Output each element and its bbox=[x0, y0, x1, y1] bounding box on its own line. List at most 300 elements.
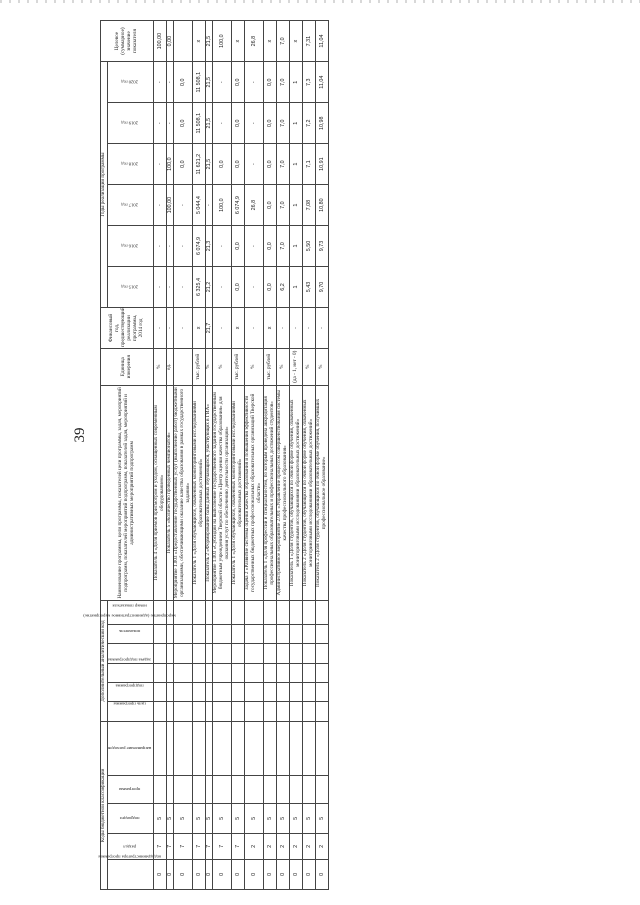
finance-cell: - bbox=[174, 307, 193, 348]
extra-code-cell bbox=[193, 702, 206, 721]
section-cell: 7 bbox=[232, 833, 245, 859]
extra-code-cell bbox=[205, 663, 212, 682]
extra-code-cell bbox=[302, 683, 315, 702]
extra-code-cell bbox=[263, 601, 276, 625]
finance-cell: - bbox=[166, 307, 173, 348]
year-value-cell: - bbox=[153, 185, 166, 226]
rotated-page bbox=[83, 20, 620, 890]
direction-cell bbox=[166, 721, 173, 775]
direction-cell bbox=[193, 721, 206, 775]
year-value-cell: 9,73 bbox=[315, 226, 328, 267]
indicator-name-cell: Показатель 1 «Доля обучающихся, охваченных мониторинговыми исследованиями образовательных достижений» bbox=[193, 385, 206, 601]
program-cell bbox=[153, 775, 166, 803]
year-value-cell: 9,70 bbox=[315, 267, 328, 308]
year-value-cell: 6 074,9 bbox=[232, 185, 245, 226]
extra-code-cell bbox=[245, 644, 264, 663]
target-value-cell: 100,00 bbox=[153, 21, 166, 62]
year-value-cell: 5 044,4 bbox=[193, 185, 206, 226]
year-value-cell: 0,0 bbox=[232, 62, 245, 103]
direction-cell bbox=[289, 721, 302, 775]
direction-cell bbox=[174, 721, 193, 775]
admin-code-cell: 0 bbox=[213, 859, 232, 889]
program-cell bbox=[166, 775, 173, 803]
extra-code-cell bbox=[213, 624, 232, 643]
year-value-cell: 0,0 bbox=[263, 226, 276, 267]
section-cell: 7 bbox=[166, 833, 173, 859]
extra-code-cell bbox=[315, 702, 328, 721]
rotated-table-container bbox=[83, 20, 620, 890]
year-value-cell: 6,2 bbox=[276, 267, 289, 308]
target-value-cell: 11,04 bbox=[315, 21, 328, 62]
extra-code-cell bbox=[315, 601, 328, 625]
year-value-cell: 0,0 bbox=[232, 267, 245, 308]
table-row bbox=[193, 21, 206, 890]
target-value-cell: x bbox=[289, 21, 302, 62]
extra-code-cell bbox=[205, 601, 212, 625]
year-value-cell: 7,0 bbox=[276, 144, 289, 185]
extra-code-cell bbox=[232, 663, 245, 682]
extra-code-cell bbox=[232, 644, 245, 663]
extra-code-cell bbox=[245, 702, 264, 721]
direction-cell bbox=[315, 721, 328, 775]
extra-code-cell bbox=[213, 601, 232, 625]
year-value-cell: - bbox=[245, 103, 264, 144]
table-body bbox=[153, 21, 328, 890]
admin-code-cell: 0 bbox=[263, 859, 276, 889]
indicator-name-cell: Показатель 1 «Доля обучающихся, охваченных мониторинговыми исследованиями образовательных достижений» bbox=[232, 385, 245, 601]
extra-code-cell bbox=[213, 683, 232, 702]
year-value-cell: 1 bbox=[289, 185, 302, 226]
indicator-name-cell: Показатель 1 «Доля студентов, обучающихся по очной форме обучения, охваченных мониторинговыми исследованиями образовательных достижений» bbox=[289, 385, 302, 601]
extra-code-cell bbox=[263, 683, 276, 702]
finance-cell: - bbox=[302, 307, 315, 348]
admin-code-cell: 0 bbox=[276, 859, 289, 889]
program-cell bbox=[245, 775, 264, 803]
table-row bbox=[245, 21, 264, 890]
extra-code-cell bbox=[289, 601, 302, 625]
admin-code-cell: 0 bbox=[205, 859, 212, 889]
subsection-cell: 5 bbox=[166, 803, 173, 833]
year-value-cell: 6 074,9 bbox=[193, 226, 206, 267]
target-column-header: Целевое (суммарное) значение показателя bbox=[101, 21, 154, 62]
direction-cell bbox=[245, 721, 264, 775]
extra-code-cell bbox=[263, 702, 276, 721]
year-value-cell: - bbox=[245, 267, 264, 308]
extra-code-cell bbox=[245, 624, 264, 643]
extra-code-cell bbox=[245, 601, 264, 625]
target-value-cell: 21,5 bbox=[205, 21, 212, 62]
extra-code-cell bbox=[205, 624, 212, 643]
year-value-cell: 5,43 bbox=[302, 267, 315, 308]
subsection-cell: 5 bbox=[245, 803, 264, 833]
year-value-cell: 21,5 bbox=[205, 62, 212, 103]
extra-code-cell bbox=[302, 624, 315, 643]
year-value-cell: 7,0 bbox=[276, 185, 289, 226]
indicator-num-header: номер показателя bbox=[107, 601, 153, 625]
extra-code-cell bbox=[302, 644, 315, 663]
year-value-cell: - bbox=[153, 103, 166, 144]
direction-cell bbox=[276, 721, 289, 775]
year-value-cell: - bbox=[213, 226, 232, 267]
extra-code-cell bbox=[153, 624, 166, 643]
program-cell bbox=[315, 775, 328, 803]
extra-code-cell bbox=[302, 601, 315, 625]
year-value-cell: - bbox=[153, 62, 166, 103]
year-value-cell: 5,50 bbox=[302, 226, 315, 267]
year-value-cell: 100,00 bbox=[166, 185, 173, 226]
extra-code-cell bbox=[213, 663, 232, 682]
year-value-cell: - bbox=[153, 144, 166, 185]
extra-code-cell bbox=[263, 624, 276, 643]
unit-cell: % bbox=[205, 348, 212, 385]
program-cell bbox=[174, 775, 193, 803]
direction-cell bbox=[205, 721, 212, 775]
year-2019-header: 2019 год bbox=[107, 103, 153, 144]
year-value-cell: 7,0 bbox=[276, 62, 289, 103]
subsection-cell: 5 bbox=[213, 803, 232, 833]
extra-code-cell bbox=[193, 683, 206, 702]
target-value-cell: x bbox=[232, 21, 245, 62]
extra-code-cell bbox=[245, 663, 264, 682]
section-cell: 2 bbox=[315, 833, 328, 859]
year-value-cell: 11 508,1 bbox=[193, 62, 206, 103]
extra-code-cell bbox=[232, 683, 245, 702]
year-value-cell: - bbox=[245, 144, 264, 185]
unit-cell bbox=[174, 348, 193, 385]
admin-code-cell: 0 bbox=[174, 859, 193, 889]
finance-cell: - bbox=[315, 307, 328, 348]
program-cell bbox=[302, 775, 315, 803]
indicator-name-cell: Задача 2 «Развитие системы оценки качества образования и повышения эффективности государственных бюджетных профессиональных образовательных организаций Тверской области» bbox=[245, 385, 264, 601]
extra-code-cell bbox=[193, 601, 206, 625]
subsection-cell: 5 bbox=[263, 803, 276, 833]
program-cell bbox=[213, 775, 232, 803]
year-value-cell: - bbox=[174, 185, 193, 226]
section-cell: 7 bbox=[174, 833, 193, 859]
year-value-cell: 10,91 bbox=[315, 144, 328, 185]
direction-cell bbox=[263, 721, 276, 775]
year-value-cell: 0,0 bbox=[213, 144, 232, 185]
program-cell bbox=[289, 775, 302, 803]
extra-code-cell bbox=[193, 663, 206, 682]
direction-cell bbox=[302, 721, 315, 775]
year-value-cell: - bbox=[245, 62, 264, 103]
year-value-cell: 11,04 bbox=[315, 62, 328, 103]
subsection-cell: 5 bbox=[174, 803, 193, 833]
goal-header: цель программы bbox=[107, 702, 153, 721]
subsection-cell: 5 bbox=[289, 803, 302, 833]
finance-cell: x bbox=[193, 307, 206, 348]
extra-code-cell bbox=[205, 644, 212, 663]
extra-group-header: Дополнительный аналитический код bbox=[101, 601, 108, 722]
year-2016-header: 2016 год bbox=[107, 226, 153, 267]
admin-code-cell: 0 bbox=[166, 859, 173, 889]
unit-cell: тыс. рублей bbox=[232, 348, 245, 385]
year-value-cell: - bbox=[213, 62, 232, 103]
admin-code-cell: 0 bbox=[193, 859, 206, 889]
year-value-cell: 7,1 bbox=[302, 144, 315, 185]
year-value-cell: 0,0 bbox=[263, 144, 276, 185]
program-cell bbox=[263, 775, 276, 803]
year-value-cell: 0,0 bbox=[174, 103, 193, 144]
section-cell: 2 bbox=[289, 833, 302, 859]
extra-code-cell bbox=[263, 663, 276, 682]
table-row bbox=[263, 21, 276, 890]
admin-code-cell: 0 bbox=[153, 859, 166, 889]
years-group-header: Годы реализации программы bbox=[101, 62, 108, 308]
extra-code-cell bbox=[213, 644, 232, 663]
table-row bbox=[213, 21, 232, 890]
extra-code-cell bbox=[276, 624, 289, 643]
table-row bbox=[302, 21, 315, 890]
target-value-cell: 7,0 bbox=[276, 21, 289, 62]
table-row bbox=[289, 21, 302, 890]
unit-cell: % bbox=[276, 348, 289, 385]
year-value-cell: 6 325,4 bbox=[193, 267, 206, 308]
year-value-cell: 26,8 bbox=[245, 185, 264, 226]
table-row bbox=[315, 21, 328, 890]
year-value-cell: 100,0 bbox=[213, 185, 232, 226]
extra-code-cell bbox=[315, 683, 328, 702]
section-cell: 2 bbox=[245, 833, 264, 859]
extra-code-cell bbox=[302, 663, 315, 682]
extra-code-cell bbox=[166, 683, 173, 702]
direction-header: направление расходов bbox=[107, 721, 153, 775]
year-value-cell: 21,5 bbox=[205, 144, 212, 185]
section-cell: 2 bbox=[276, 833, 289, 859]
year-value-cell: 0,0 bbox=[232, 144, 245, 185]
subsection-cell: 5 bbox=[232, 803, 245, 833]
extra-code-cell bbox=[289, 702, 302, 721]
target-value-cell bbox=[174, 21, 193, 62]
subsection-header: подраздел bbox=[107, 803, 153, 833]
scan-edge-marks bbox=[0, 0, 640, 3]
section-cell: 7 bbox=[205, 833, 212, 859]
extra-code-cell bbox=[193, 624, 206, 643]
extra-code-cell bbox=[153, 663, 166, 682]
unit-column-header: Единица измерения bbox=[101, 348, 154, 385]
extra-code-cell bbox=[302, 702, 315, 721]
unit-cell: % bbox=[213, 348, 232, 385]
unit-cell: ед. bbox=[166, 348, 173, 385]
indicator-name-cell: Показатель 2 «Доля студентов, обучающихся по очной форме обучения, охваченных мониторинговыми исследованиями образовательных достижений» bbox=[302, 385, 315, 601]
extra-code-cell bbox=[276, 683, 289, 702]
page-number: 39 bbox=[72, 427, 88, 443]
year-value-cell: 21,5 bbox=[205, 103, 212, 144]
extra-code-cell bbox=[276, 702, 289, 721]
year-value-cell: - bbox=[166, 62, 173, 103]
year-value-cell: 0,0 bbox=[263, 185, 276, 226]
year-value-cell: - bbox=[174, 267, 193, 308]
year-value-cell: 0,0 bbox=[263, 267, 276, 308]
extra-code-cell bbox=[289, 663, 302, 682]
section-cell: 7 bbox=[213, 833, 232, 859]
finance-cell: - bbox=[289, 307, 302, 348]
indicator-name-cell: Показатель 5 «Количество проведенных чемпионатов» bbox=[166, 385, 173, 601]
year-value-cell: 7,3 bbox=[302, 62, 315, 103]
extra-code-cell bbox=[153, 644, 166, 663]
year-value-cell: 7,0 bbox=[276, 226, 289, 267]
table-row bbox=[153, 21, 166, 890]
extra-code-cell bbox=[153, 683, 166, 702]
admin-code-header: код администратора программы bbox=[107, 859, 153, 889]
program-cell bbox=[193, 775, 206, 803]
year-value-cell: 7,08 bbox=[302, 185, 315, 226]
year-value-cell: - bbox=[213, 267, 232, 308]
extra-code-cell bbox=[166, 624, 173, 643]
year-2018-header: 2018 год bbox=[107, 144, 153, 185]
subsection-cell: 5 bbox=[302, 803, 315, 833]
extra-code-cell bbox=[315, 663, 328, 682]
subsection-cell: 5 bbox=[153, 803, 166, 833]
year-value-cell: - bbox=[205, 185, 212, 226]
target-value-cell: 7,31 bbox=[302, 21, 315, 62]
year-value-cell: 100,0 bbox=[166, 144, 173, 185]
year-2017-header: 2017 год bbox=[107, 185, 153, 226]
year-2015-header: 2015 год bbox=[107, 267, 153, 308]
section-header: раздел bbox=[107, 833, 153, 859]
extra-code-cell bbox=[174, 702, 193, 721]
indicator-name-cell: Мероприятие 1.003 «Субсидии на выполнение государственного задания государственным бюджетным учреждением Тверской области «Центр оценки качества образования» для оказания услуг по обеспечению деятельности организации» bbox=[213, 385, 232, 601]
finance-cell: x bbox=[263, 307, 276, 348]
finance-cell: x bbox=[232, 307, 245, 348]
extra-code-cell bbox=[315, 644, 328, 663]
admin-code-cell: 0 bbox=[245, 859, 264, 889]
finance-cell: - bbox=[276, 307, 289, 348]
admin-code-cell: 0 bbox=[302, 859, 315, 889]
program-cell bbox=[205, 775, 212, 803]
admin-code-cell: 0 bbox=[315, 859, 328, 889]
subprogram-header: подпрограмма bbox=[107, 683, 153, 702]
extra-code-cell bbox=[166, 702, 173, 721]
admin-code-cell: 0 bbox=[289, 859, 302, 889]
unit-cell: (да - 1, нет - 0) bbox=[289, 348, 302, 385]
year-value-cell: 0,0 bbox=[232, 226, 245, 267]
target-value-cell: 0,00 bbox=[166, 21, 173, 62]
year-value-cell: 0,0 bbox=[263, 103, 276, 144]
unit-cell: тыс. рублей bbox=[193, 348, 206, 385]
year-value-cell: 1 bbox=[289, 226, 302, 267]
subsection-cell: 5 bbox=[205, 803, 212, 833]
unit-cell: тыс. рублей bbox=[263, 348, 276, 385]
admin-code-cell: 0 bbox=[232, 859, 245, 889]
extra-code-cell bbox=[263, 644, 276, 663]
finance-cell: - bbox=[153, 307, 166, 348]
extra-code-cell bbox=[153, 702, 166, 721]
year-value-cell: - bbox=[166, 103, 173, 144]
extra-code-cell bbox=[276, 644, 289, 663]
header-group-row bbox=[101, 21, 108, 890]
direction-cell bbox=[232, 721, 245, 775]
section-cell: 7 bbox=[193, 833, 206, 859]
extra-code-cell bbox=[276, 663, 289, 682]
task-header: задача подпрограммы bbox=[107, 663, 153, 682]
finance-cell: - bbox=[245, 307, 264, 348]
year-value-cell: 10,98 bbox=[315, 103, 328, 144]
direction-cell bbox=[213, 721, 232, 775]
program-cell bbox=[276, 775, 289, 803]
subsection-cell: 5 bbox=[276, 803, 289, 833]
year-value-cell: 0,0 bbox=[263, 62, 276, 103]
year-value-cell: 1 bbox=[289, 103, 302, 144]
year-value-cell: - bbox=[153, 226, 166, 267]
extra-code-cell bbox=[289, 624, 302, 643]
extra-code-cell bbox=[193, 644, 206, 663]
extra-code-cell bbox=[205, 702, 212, 721]
year-value-cell: - bbox=[213, 103, 232, 144]
year-2020-header: 2020 год bbox=[107, 62, 153, 103]
finance-cell: - bbox=[213, 307, 232, 348]
extra-code-cell bbox=[166, 663, 173, 682]
indicator-header: показатель bbox=[107, 624, 153, 643]
extra-code-cell bbox=[174, 683, 193, 702]
unit-cell: % bbox=[315, 348, 328, 385]
section-cell: 2 bbox=[302, 833, 315, 859]
indicator-name-cell: Показатель 2 «Формирование базы данных обучающихся, участвующих в ГИА» bbox=[205, 385, 212, 601]
codes-group-header: Коды бюджетной классификации bbox=[101, 721, 108, 889]
year-value-cell: 21,2 bbox=[205, 267, 212, 308]
target-value-cell: x bbox=[263, 21, 276, 62]
target-value-cell: 100,0 bbox=[213, 21, 232, 62]
year-value-cell: 21,3 bbox=[205, 226, 212, 267]
extra-code-cell bbox=[232, 702, 245, 721]
name-column-header: Наименование программы, цели программы, показателей цели программы, задач, мероприятий подпрограмм, показателей мероприятий подпрограмм, показателей задач, мероприятий и административных мероприятий подпрограмм bbox=[101, 385, 154, 601]
program-header: программа bbox=[107, 775, 153, 803]
indicator-name-cell: Административное мероприятие 2.001 «Управление процессом совершенствования системы качества профессионального образования» bbox=[276, 385, 289, 601]
section-cell: 7 bbox=[153, 833, 166, 859]
finance-column-header: Финансовый год, предшествующий реализации программы, 2014 год bbox=[101, 307, 154, 348]
year-value-cell: 10,80 bbox=[315, 185, 328, 226]
year-value-cell: 7,0 bbox=[276, 103, 289, 144]
year-value-cell: 0,0 bbox=[174, 62, 193, 103]
extra-code-cell bbox=[315, 624, 328, 643]
year-value-cell: - bbox=[166, 267, 173, 308]
extra-code-cell bbox=[232, 624, 245, 643]
year-value-cell: 1 bbox=[289, 144, 302, 185]
year-value-cell: - bbox=[166, 226, 173, 267]
extra-code-cell bbox=[174, 601, 193, 625]
unit-cell: % bbox=[153, 348, 166, 385]
extra-code-cell bbox=[245, 683, 264, 702]
extra-code-cell bbox=[289, 644, 302, 663]
year-value-cell: 1 bbox=[289, 267, 302, 308]
extra-code-cell bbox=[174, 663, 193, 682]
extra-code-cell bbox=[174, 644, 193, 663]
year-value-cell: 0,0 bbox=[232, 103, 245, 144]
target-value-cell: x bbox=[193, 21, 206, 62]
year-value-cell: 0,0 bbox=[174, 144, 193, 185]
program-cell bbox=[232, 775, 245, 803]
extra-code-cell bbox=[174, 624, 193, 643]
year-value-cell: - bbox=[153, 267, 166, 308]
program-indicators-table bbox=[83, 20, 329, 890]
year-value-cell: 11 621,2 bbox=[193, 144, 206, 185]
indicator-name-cell: Показатель 1 «Доля профессий и специальностей, по которым проведена аккредитация профессиональных образовательных и профессиональных достижений студентов» bbox=[263, 385, 276, 601]
unit-cell: % bbox=[302, 348, 315, 385]
target-value-cell: 26,8 bbox=[245, 21, 264, 62]
measure-header: мероприятие (административное мероприятие) bbox=[107, 644, 153, 663]
extra-code-cell bbox=[276, 601, 289, 625]
year-value-cell: 1 bbox=[289, 62, 302, 103]
unit-cell: % bbox=[245, 348, 264, 385]
extra-code-cell bbox=[166, 644, 173, 663]
extra-code-cell bbox=[205, 683, 212, 702]
finance-cell: 21,7 bbox=[205, 307, 212, 348]
year-value-cell: 7,2 bbox=[302, 103, 315, 144]
year-value-cell: - bbox=[174, 226, 193, 267]
table-row bbox=[232, 21, 245, 890]
year-value-cell: 11 508,1 bbox=[193, 103, 206, 144]
